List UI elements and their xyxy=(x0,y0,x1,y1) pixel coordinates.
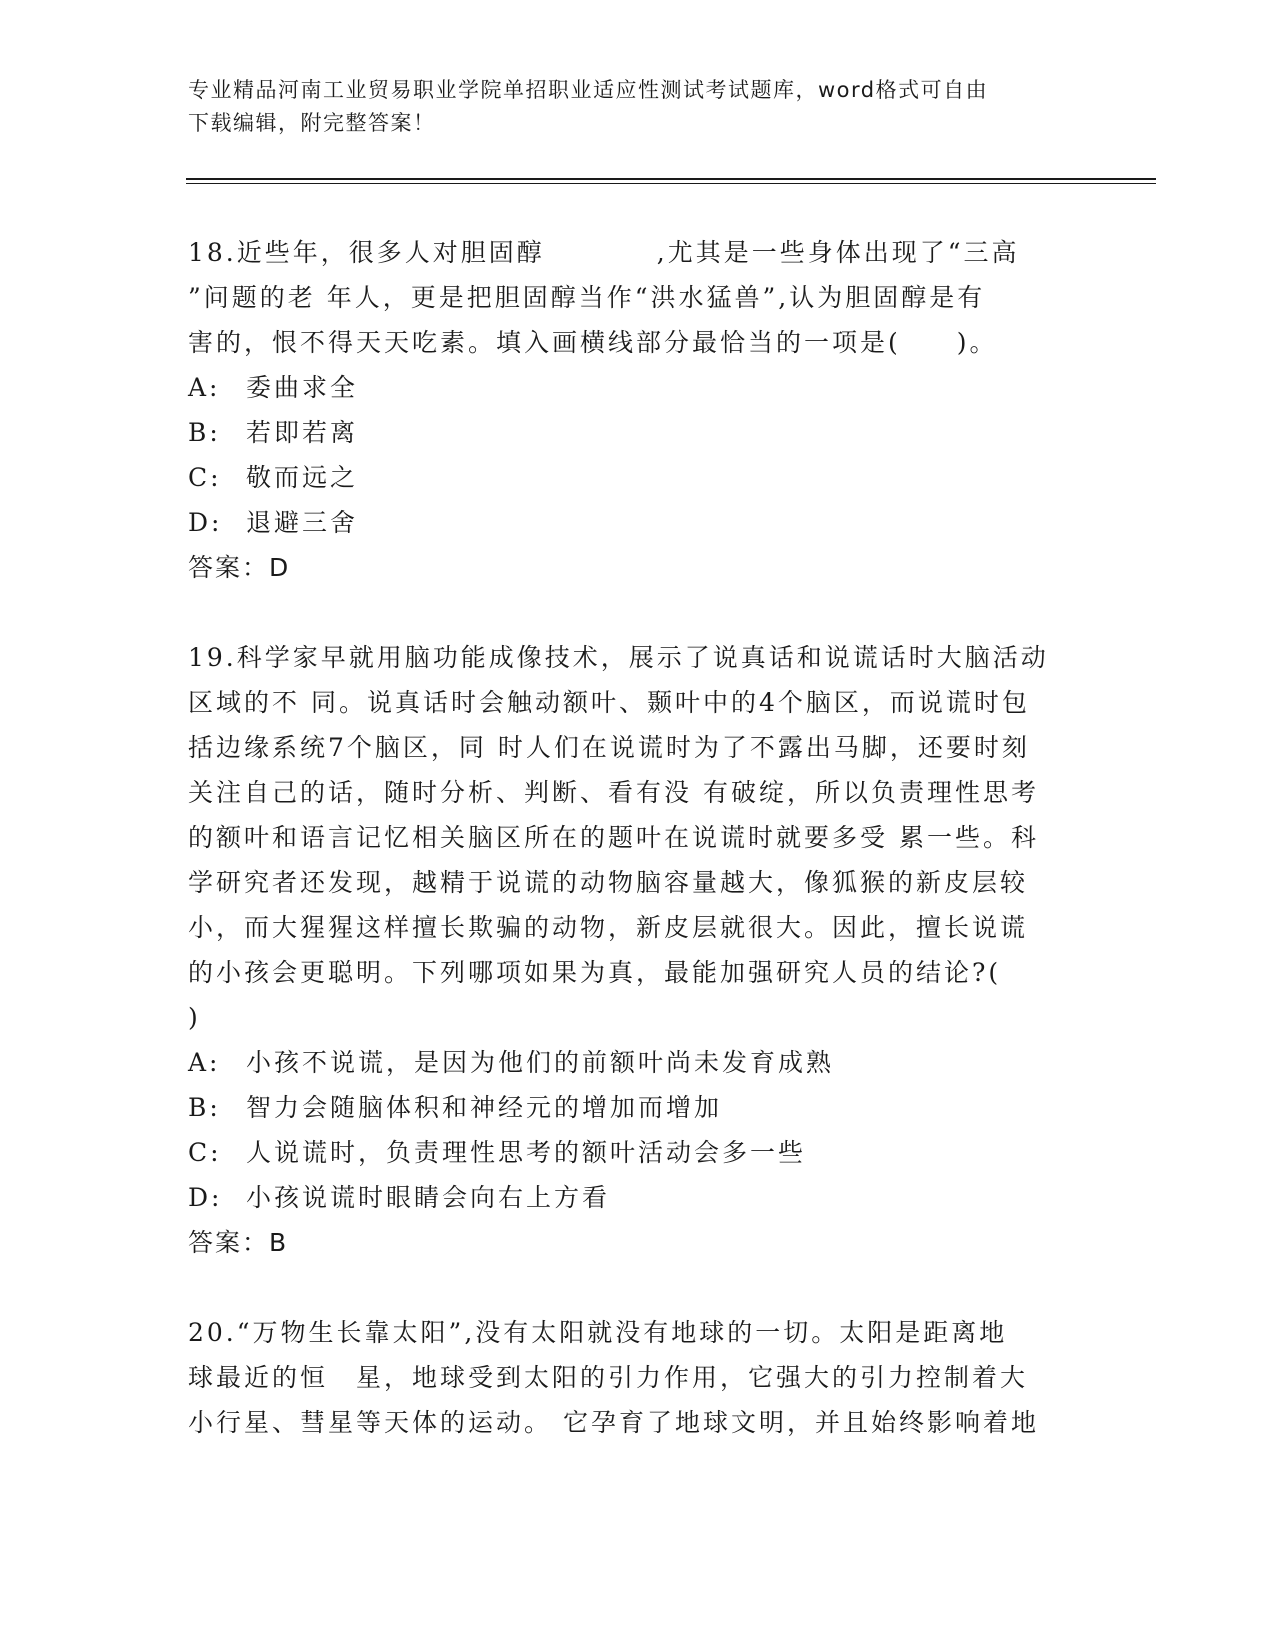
option-text: 人说谎时，负责理性思考的额叶活动会多一些 xyxy=(246,1138,807,1167)
stem-line: 关注自己的话，随时分析、判断、看有没 有破绽，所以负责理性思考 xyxy=(188,778,1039,807)
option-c xyxy=(188,455,1088,500)
option-key: B: xyxy=(188,418,221,447)
question-18 xyxy=(188,230,1088,590)
option-text: 小孩说谎时眼睛会向右上方看 xyxy=(246,1183,611,1212)
stem-line: ) xyxy=(188,1003,201,1032)
option-key: A: xyxy=(188,1048,221,1077)
option-text: 小孩不说谎，是因为他们的前额叶尚未发育成熟 xyxy=(246,1048,835,1077)
option-b xyxy=(188,1085,1088,1130)
stem-line: 20.“万物生长靠太阳”,没有太阳就没有地球的一切。太阳是距离地 xyxy=(188,1318,1008,1347)
question-stem xyxy=(188,1310,1088,1445)
option-a xyxy=(188,365,1088,410)
stem-line: 球最近的恒 星，地球受到太阳的引力作用，它强大的引力控制着大 xyxy=(188,1363,1029,1392)
document-header xyxy=(188,74,1068,140)
option-list xyxy=(188,1040,1088,1220)
option-key: B: xyxy=(188,1093,221,1122)
header-line-1: 专业精品河南工业贸易职业学院单招职业适应性测试考试题库，word格式可自由 xyxy=(188,78,989,102)
stem-line: 括边缘系统7个脑区，同 时人们在说谎时为了不露出马脚，还要时刻 xyxy=(188,733,1030,762)
stem-line: 的额叶和语言记忆相关脑区所在的题叶在说谎时就要多受 累一些。科 xyxy=(188,823,1039,852)
stem-line: ”问题的老 年人，更是把胆固醇当作“洪水猛兽”,认为胆固醇是有 xyxy=(188,283,986,312)
option-key: A: xyxy=(188,373,221,402)
question-list xyxy=(188,230,1088,1445)
option-c xyxy=(188,1130,1088,1175)
header-line-2: 下载编辑，附完整答案！ xyxy=(188,111,436,135)
spacer xyxy=(188,1265,1088,1310)
option-text: 智力会随脑体积和神经元的增加而增加 xyxy=(246,1093,723,1122)
option-d xyxy=(188,1175,1088,1220)
option-text: 退避三舍 xyxy=(246,508,359,537)
option-key: C: xyxy=(188,1138,222,1167)
stem-line: 的小孩会更聪明。下列哪项如果为真，最能加强研究人员的结论?( xyxy=(188,958,1002,987)
question-19 xyxy=(188,635,1088,1265)
stem-line: 学研究者还发现，越精于说谎的动物脑容量越大，像狐猴的新皮层较 xyxy=(188,868,1029,897)
answer-line: 答案：D xyxy=(188,553,291,582)
stem-line: 小，而大猩猩这样擅长欺骗的动物，新皮层就很大。因此，擅长说谎 xyxy=(188,913,1029,942)
option-list xyxy=(188,365,1088,545)
option-key: C: xyxy=(188,463,222,492)
spacer xyxy=(188,590,1088,635)
option-key: D: xyxy=(188,508,223,537)
header-rule-thin xyxy=(186,183,1156,184)
stem-line: 19.科学家早就用脑功能成像技术，展示了说真话和说谎话时大脑活动 xyxy=(188,643,1049,672)
question-stem xyxy=(188,230,1088,365)
option-text: 委曲求全 xyxy=(246,373,359,402)
question-stem xyxy=(188,635,1088,1040)
option-text: 若即若离 xyxy=(246,418,359,447)
option-d xyxy=(188,500,1088,545)
stem-line: 小行星、彗星等天体的运动。 它孕育了地球文明，并且始终影响着地 xyxy=(188,1408,1039,1437)
stem-line: 18.近些年，很多人对胆固醇 ,尤其是一些身体出现了“三高 xyxy=(188,238,1020,267)
header-rule-thick xyxy=(186,178,1156,180)
option-a xyxy=(188,1040,1088,1085)
option-text: 敬而远之 xyxy=(246,463,359,492)
option-key: D: xyxy=(188,1183,223,1212)
stem-line: 害的，恨不得天天吃素。填入画横线部分最恰当的一项是( )。 xyxy=(188,328,998,357)
question-20 xyxy=(188,1310,1088,1445)
option-b xyxy=(188,410,1088,455)
answer-line: 答案：B xyxy=(188,1228,289,1257)
stem-line: 区域的不 同。说真话时会触动额叶、颞叶中的4个脑区，而说谎时包 xyxy=(188,688,1030,717)
